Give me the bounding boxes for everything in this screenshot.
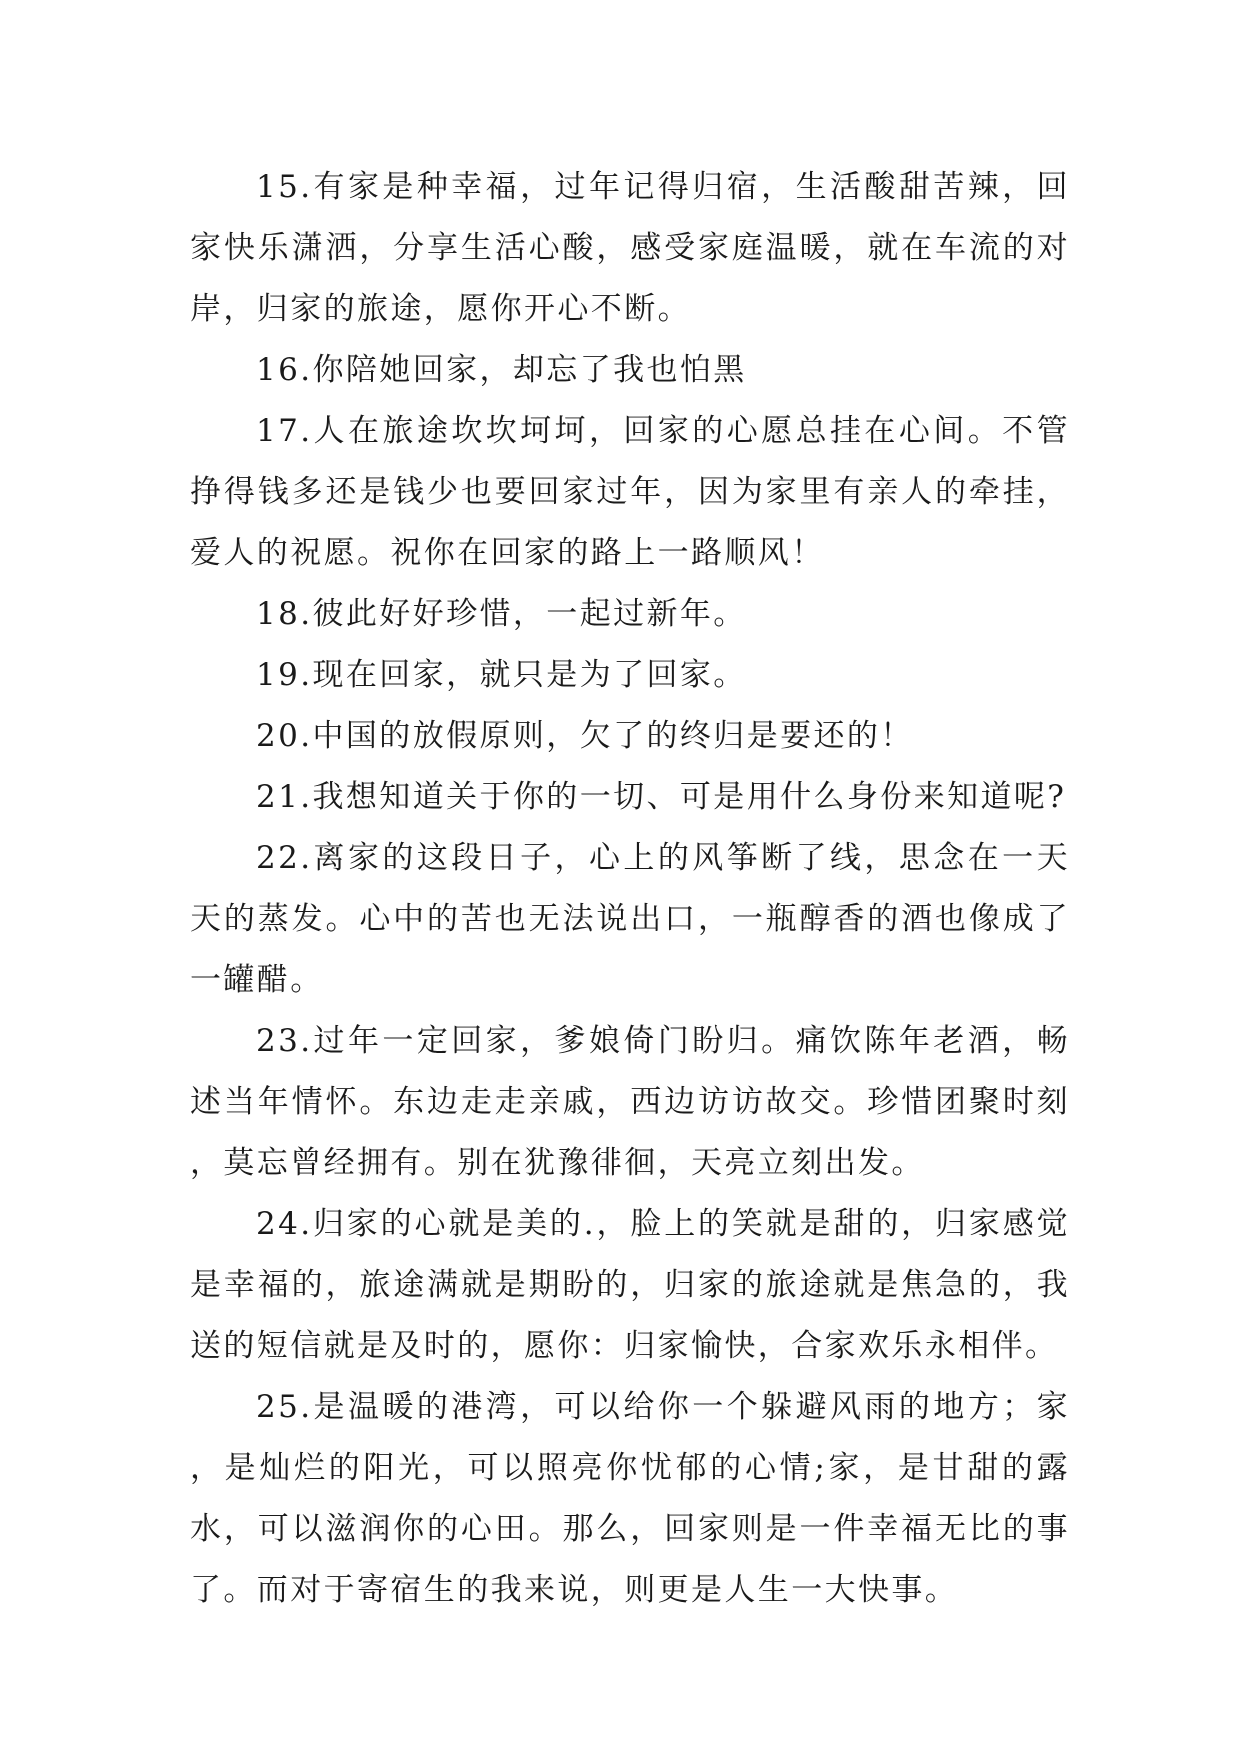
- paragraph-17: 17.人在旅途坎坎坷坷，回家的心愿总挂在心间。不管挣得钱多还是钱少也要回家过年，因为家里有亲人的牵挂，爱人的祝愿。祝你在回家的路上一路顺风！: [190, 413, 1070, 571]
- paragraph-18: 18.彼此好好珍惜，一起过新年。: [256, 596, 747, 632]
- paragraph-24: 24.归家的心就是美的.，脸上的笑就是甜的，归家感觉是幸福的，旅途满就是期盼的，归家的旅途就是焦急的，我送的短信就是及时的，愿你：归家愉快，合家欢乐永相伴。: [190, 1206, 1070, 1364]
- paragraph-21: 21.我想知道关于你的一切、可是用什么身份来知道呢?: [256, 779, 1067, 815]
- paragraph-19: 19.现在回家，就只是为了回家。: [256, 657, 747, 693]
- paragraph-22: 22.离家的这段日子，心上的风筝断了线，思念在一天天的蒸发。心中的苦也无法说出口，一瓶醇香的酒也像成了一罐醋。: [190, 840, 1070, 998]
- paragraph-25: 25.是温暖的港湾，可以给你一个躲避风雨的地方；家，是灿烂的阳光，可以照亮你忧郁的心情;家，是甘甜的露水，可以滋润你的心田。那么，回家则是一件幸福无比的事了。而对于寄宿生的我来说，则更是人生一大快事。: [190, 1389, 1070, 1608]
- document-body: [190, 157, 1070, 1621]
- paragraph-16: 16.你陪她回家，却忘了我也怕黑: [256, 352, 747, 388]
- paragraph-20: 20.中国的放假原则，欠了的终归是要还的！: [256, 718, 914, 754]
- paragraph-23: 23.过年一定回家，爹娘倚门盼归。痛饮陈年老酒，畅述当年情怀。东边走走亲戚，西边访访故交。珍惜团聚时刻，莫忘曾经拥有。别在犹豫徘徊，天亮立刻出发。: [190, 1023, 1070, 1181]
- paragraph-15: 15.有家是种幸福，过年记得归宿，生活酸甜苦辣，回家快乐潇洒，分享生活心酸，感受家庭温暖，就在车流的对岸，归家的旅途，愿你开心不断。: [190, 169, 1070, 327]
